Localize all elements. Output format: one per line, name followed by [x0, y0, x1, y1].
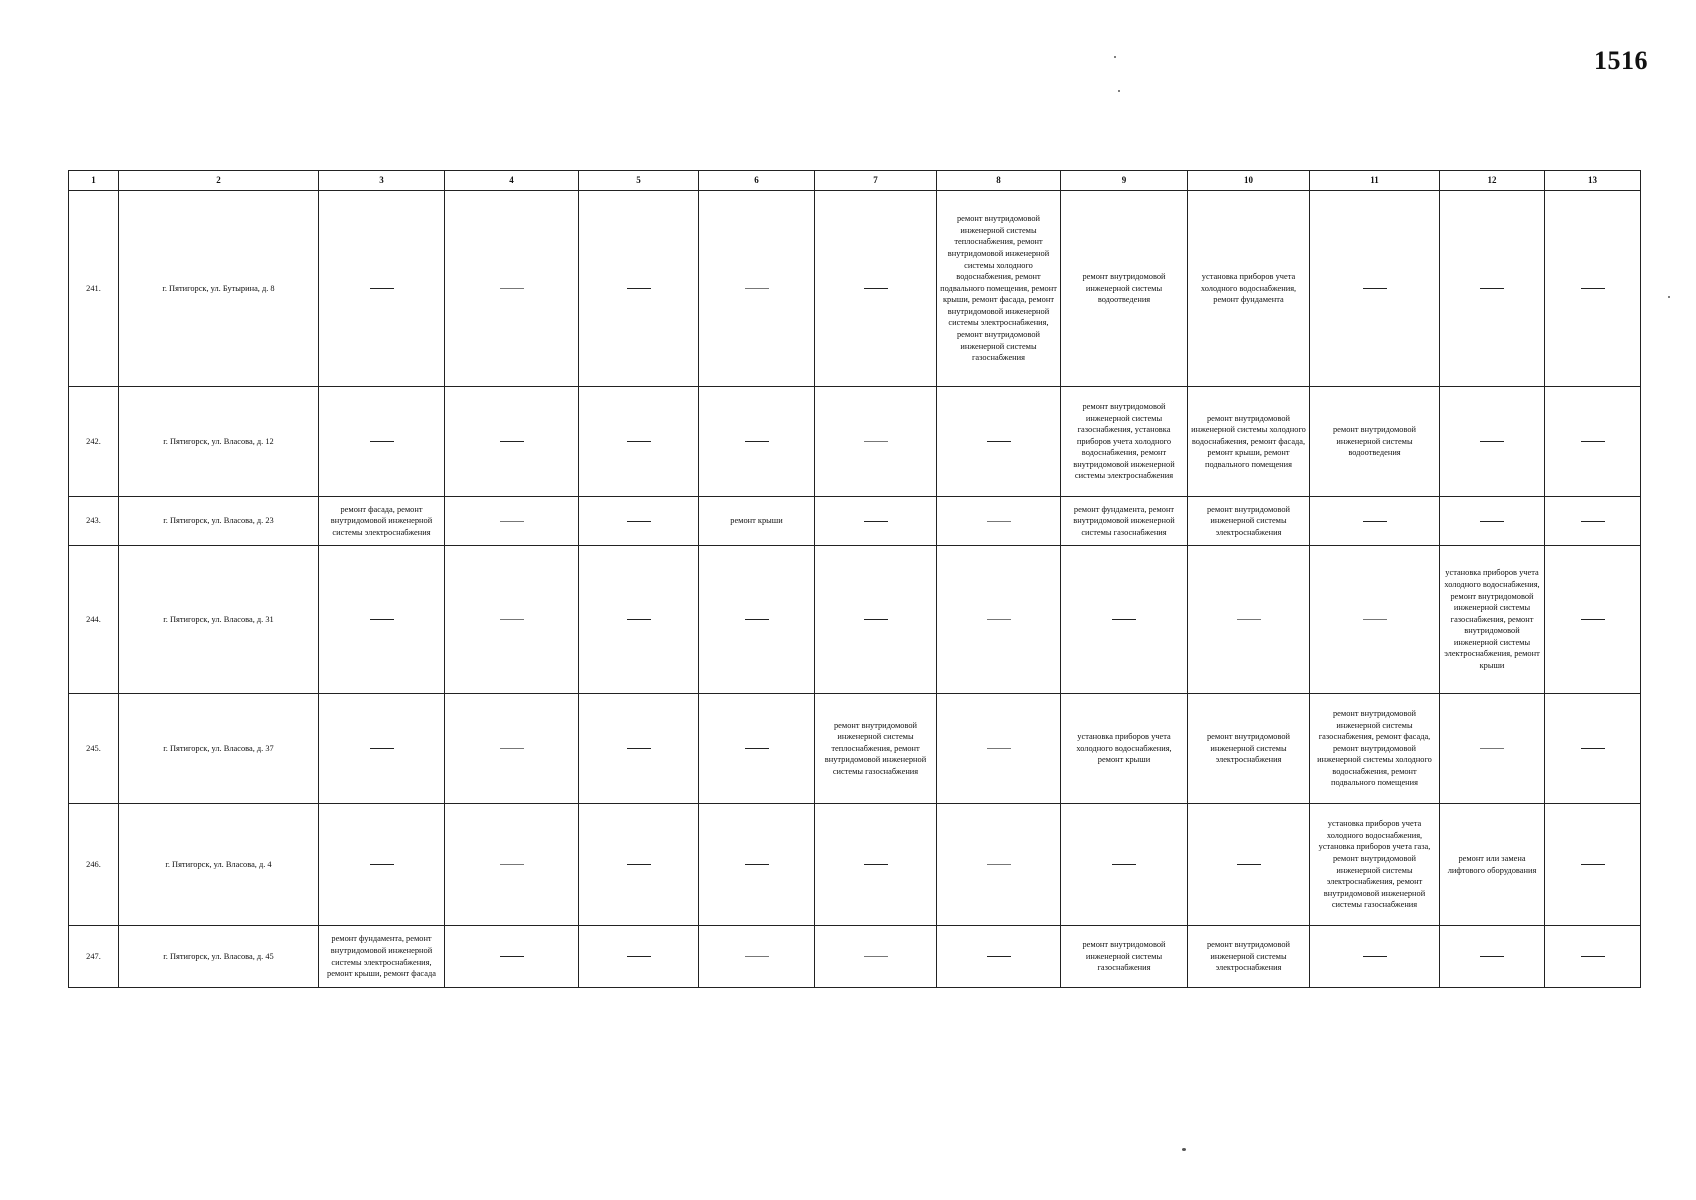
work-description-cell: установка приборов учета холодного водоснабжения, установка приборов учета газа, ремонт внутридомовой инженерной системы электроснабжения, ремонт внутридомовой инженерной системы газоснабжения [1310, 804, 1440, 926]
empty-dash-cell [1440, 694, 1545, 804]
address-cell: г. Пятигорск, ул. Власова, д. 37 [119, 694, 319, 804]
column-number-header: 13 [1545, 171, 1641, 191]
empty-dash-cell [1545, 804, 1641, 926]
column-number-header: 6 [699, 171, 815, 191]
empty-dash-cell [445, 926, 579, 988]
dash-mark [1581, 521, 1605, 522]
empty-dash-cell [579, 191, 699, 387]
row-number-cell: 241. [69, 191, 119, 387]
column-number-header: 9 [1061, 171, 1188, 191]
dash-mark [1237, 619, 1261, 620]
dash-mark [500, 521, 524, 522]
dash-mark [627, 288, 651, 289]
row-number-cell: 247. [69, 926, 119, 988]
dash-mark [864, 619, 888, 620]
empty-dash-cell [445, 191, 579, 387]
dash-mark [1581, 441, 1605, 442]
empty-dash-cell [699, 694, 815, 804]
dash-mark [1112, 864, 1136, 865]
empty-dash-cell [1061, 804, 1188, 926]
work-description-cell: ремонт фундамента, ремонт внутридомовой инженерной системы электроснабжения, ремонт крыши, ремонт фасада [319, 926, 445, 988]
empty-dash-cell [1545, 926, 1641, 988]
empty-dash-cell [319, 191, 445, 387]
empty-dash-cell [815, 387, 937, 497]
dash-mark [987, 619, 1011, 620]
dash-mark [864, 288, 888, 289]
dash-mark [1237, 864, 1261, 865]
dash-mark [987, 956, 1011, 957]
work-description-cell: ремонт фундамента, ремонт внутридомовой инженерной системы газоснабжения [1061, 497, 1188, 546]
empty-dash-cell [1310, 926, 1440, 988]
column-number-header: 12 [1440, 171, 1545, 191]
column-number-header: 4 [445, 171, 579, 191]
dash-mark [1581, 864, 1605, 865]
table-row [69, 926, 1641, 988]
scan-speck [1668, 296, 1670, 298]
address-cell: г. Пятигорск, ул. Власова, д. 45 [119, 926, 319, 988]
repair-schedule-table [68, 170, 1641, 988]
dash-mark [627, 864, 651, 865]
dash-mark [1581, 288, 1605, 289]
scan-speck [1118, 90, 1120, 92]
work-description-cell: ремонт фасада, ремонт внутридомовой инженерной системы электроснабжения [319, 497, 445, 546]
empty-dash-cell [699, 387, 815, 497]
work-description-cell: ремонт крыши [699, 497, 815, 546]
dash-mark [500, 441, 524, 442]
empty-dash-cell [1061, 546, 1188, 694]
table-row [69, 387, 1641, 497]
empty-dash-cell [699, 191, 815, 387]
work-description-cell: ремонт внутридомовой инженерной системы холодного водоснабжения, ремонт фасада, ремонт крыши, ремонт подвального помещения [1188, 387, 1310, 497]
dash-mark [864, 956, 888, 957]
dash-mark [1363, 521, 1387, 522]
dash-mark [745, 619, 769, 620]
dash-mark [370, 619, 394, 620]
dash-mark [1480, 288, 1504, 289]
empty-dash-cell [319, 804, 445, 926]
dash-mark [370, 748, 394, 749]
dash-mark [864, 441, 888, 442]
empty-dash-cell [1310, 546, 1440, 694]
empty-dash-cell [937, 546, 1061, 694]
empty-dash-cell [579, 694, 699, 804]
empty-dash-cell [1440, 191, 1545, 387]
table-row [69, 191, 1641, 387]
dash-mark [370, 441, 394, 442]
empty-dash-cell [445, 694, 579, 804]
work-description-cell: ремонт внутридомовой инженерной системы водоотведения [1310, 387, 1440, 497]
column-number-row [69, 171, 1641, 191]
dash-mark [987, 521, 1011, 522]
empty-dash-cell [1545, 497, 1641, 546]
address-cell: г. Пятигорск, ул. Власова, д. 31 [119, 546, 319, 694]
column-number-header: 7 [815, 171, 937, 191]
work-description-cell: установка приборов учета холодного водоснабжения, ремонт фундамента [1188, 191, 1310, 387]
dash-mark [745, 441, 769, 442]
empty-dash-cell [699, 546, 815, 694]
dash-mark [1112, 619, 1136, 620]
empty-dash-cell [445, 497, 579, 546]
empty-dash-cell [1545, 546, 1641, 694]
empty-dash-cell [937, 804, 1061, 926]
work-description-cell: ремонт внутридомовой инженерной системы электроснабжения [1188, 497, 1310, 546]
dash-mark [987, 864, 1011, 865]
work-description-cell: ремонт внутридомовой инженерной системы газоснабжения [1061, 926, 1188, 988]
empty-dash-cell [1440, 497, 1545, 546]
address-cell: г. Пятигорск, ул. Власова, д. 23 [119, 497, 319, 546]
empty-dash-cell [1545, 694, 1641, 804]
dash-mark [500, 288, 524, 289]
dash-mark [745, 864, 769, 865]
column-number-header: 10 [1188, 171, 1310, 191]
empty-dash-cell [937, 926, 1061, 988]
empty-dash-cell [1440, 387, 1545, 497]
row-number-cell: 242. [69, 387, 119, 497]
dash-mark [1480, 441, 1504, 442]
address-cell: г. Пятигорск, ул. Власова, д. 4 [119, 804, 319, 926]
work-description-cell: ремонт внутридомовой инженерной системы водоотведения [1061, 191, 1188, 387]
empty-dash-cell [1188, 804, 1310, 926]
empty-dash-cell [319, 387, 445, 497]
dash-mark [627, 748, 651, 749]
row-number-cell: 244. [69, 546, 119, 694]
dash-mark [1480, 521, 1504, 522]
column-number-header: 11 [1310, 171, 1440, 191]
dash-mark [745, 956, 769, 957]
dash-mark [864, 521, 888, 522]
column-number-header: 2 [119, 171, 319, 191]
empty-dash-cell [815, 191, 937, 387]
empty-dash-cell [1440, 926, 1545, 988]
work-description-cell: ремонт или замена лифтового оборудования [1440, 804, 1545, 926]
dash-mark [1363, 956, 1387, 957]
empty-dash-cell [815, 926, 937, 988]
empty-dash-cell [1310, 497, 1440, 546]
dash-mark [500, 748, 524, 749]
work-description-cell: ремонт внутридомовой инженерной системы электроснабжения [1188, 926, 1310, 988]
dash-mark [1480, 956, 1504, 957]
dash-mark [987, 441, 1011, 442]
work-description-cell: ремонт внутридомовой инженерной системы газоснабжения, ремонт фасада, ремонт внутридомовой инженерной системы холодного водоснабжения, ремонт подвального помещения [1310, 694, 1440, 804]
dash-mark [1363, 288, 1387, 289]
dash-mark [500, 619, 524, 620]
dash-mark [1581, 956, 1605, 957]
dash-mark [627, 956, 651, 957]
empty-dash-cell [319, 546, 445, 694]
work-description-cell: ремонт внутридомовой инженерной системы газоснабжения, установка приборов учета холодного водоснабжения, ремонт внутридомовой инженерной системы электроснабжения [1061, 387, 1188, 497]
empty-dash-cell [815, 546, 937, 694]
dash-mark [627, 441, 651, 442]
dash-mark [987, 748, 1011, 749]
table-row [69, 694, 1641, 804]
dash-mark [1581, 748, 1605, 749]
empty-dash-cell [445, 804, 579, 926]
empty-dash-cell [937, 387, 1061, 497]
empty-dash-cell [1188, 546, 1310, 694]
row-number-cell: 246. [69, 804, 119, 926]
dash-mark [745, 748, 769, 749]
empty-dash-cell [699, 926, 815, 988]
dash-mark [500, 864, 524, 865]
scan-speck [1114, 56, 1116, 58]
dash-mark [370, 288, 394, 289]
table-row [69, 497, 1641, 546]
address-cell: г. Пятигорск, ул. Бутырина, д. 8 [119, 191, 319, 387]
work-description-cell: установка приборов учета холодного водоснабжения, ремонт внутридомовой инженерной системы газоснабжения, ремонт внутридомовой инженерной системы электроснабжения, ремонт крыши [1440, 546, 1545, 694]
dash-mark [370, 864, 394, 865]
empty-dash-cell [445, 387, 579, 497]
dash-mark [1363, 619, 1387, 620]
empty-dash-cell [579, 926, 699, 988]
empty-dash-cell [699, 804, 815, 926]
table-row [69, 804, 1641, 926]
column-number-header: 8 [937, 171, 1061, 191]
table-row [69, 546, 1641, 694]
empty-dash-cell [937, 694, 1061, 804]
empty-dash-cell [579, 387, 699, 497]
dash-mark [500, 956, 524, 957]
work-description-cell: ремонт внутридомовой инженерной системы электроснабжения [1188, 694, 1310, 804]
work-description-cell: установка приборов учета холодного водоснабжения, ремонт крыши [1061, 694, 1188, 804]
empty-dash-cell [445, 546, 579, 694]
table-body [69, 191, 1641, 988]
row-number-cell: 243. [69, 497, 119, 546]
dash-mark [627, 521, 651, 522]
empty-dash-cell [1545, 191, 1641, 387]
column-number-header: 5 [579, 171, 699, 191]
dash-mark [1581, 619, 1605, 620]
dash-mark [1480, 748, 1504, 749]
empty-dash-cell [319, 694, 445, 804]
scan-speck [1182, 1148, 1186, 1151]
dash-mark [745, 288, 769, 289]
empty-dash-cell [579, 804, 699, 926]
empty-dash-cell [579, 546, 699, 694]
empty-dash-cell [815, 804, 937, 926]
empty-dash-cell [579, 497, 699, 546]
empty-dash-cell [1310, 191, 1440, 387]
empty-dash-cell [1545, 387, 1641, 497]
column-number-header: 1 [69, 171, 119, 191]
page-number: 1516 [1594, 46, 1648, 75]
dash-mark [864, 864, 888, 865]
dash-mark [627, 619, 651, 620]
address-cell: г. Пятигорск, ул. Власова, д. 12 [119, 387, 319, 497]
empty-dash-cell [937, 497, 1061, 546]
column-number-header: 3 [319, 171, 445, 191]
work-description-cell: ремонт внутридомовой инженерной системы теплоснабжения, ремонт внутридомовой инженерной системы газоснабжения [815, 694, 937, 804]
empty-dash-cell [815, 497, 937, 546]
work-description-cell: ремонт внутридомовой инженерной системы теплоснабжения, ремонт внутридомовой инженерной системы холодного водоснабжения, ремонт подвального помещения, ремонт крыши, ремонт фасада, ремонт внутридомовой инженерной системы электроснабжения, ремонт внутридомовой инженерной системы газоснабжения [937, 191, 1061, 387]
row-number-cell: 245. [69, 694, 119, 804]
